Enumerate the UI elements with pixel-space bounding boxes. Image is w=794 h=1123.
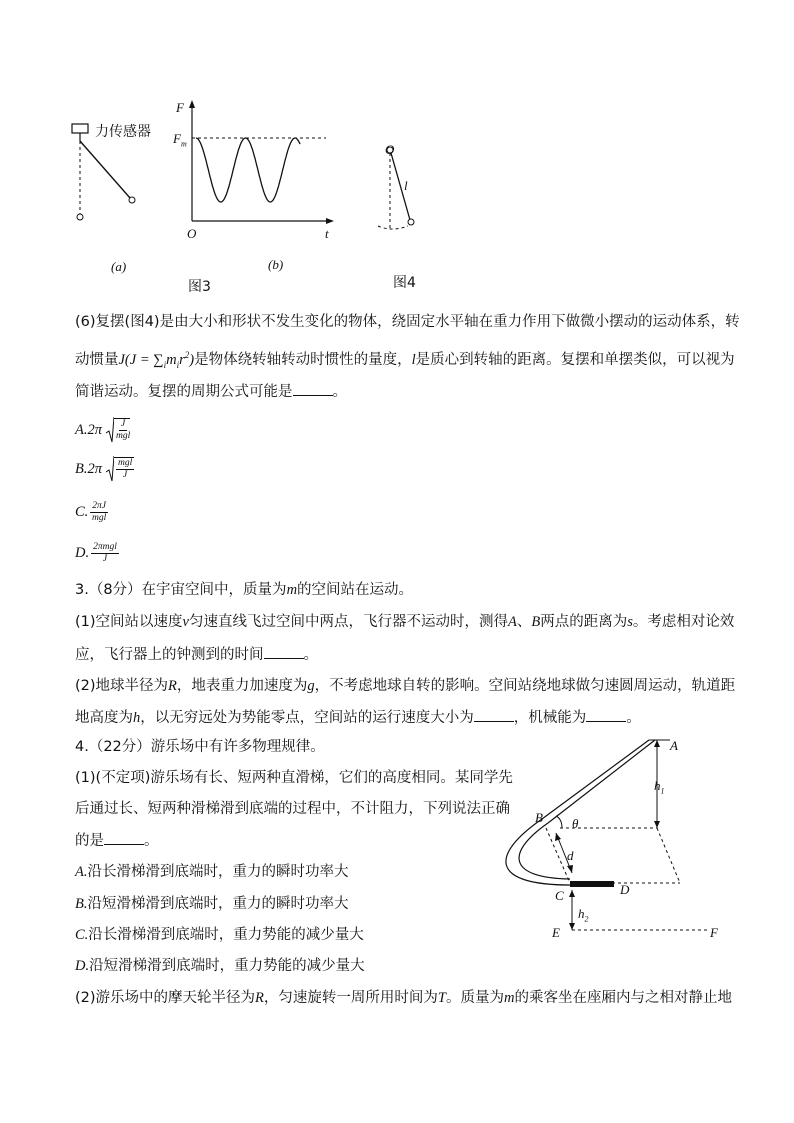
q6-option-c[interactable]: C. $\frac{2\pi J}{\text{mgl}}$	[75, 500, 107, 523]
q4-part2-line1: (2)游乐场中的摩天轮半径为R，匀速旋转一周所用时间为T。质量为m的乘客坐在座厢内与之相对静止地	[75, 990, 732, 1006]
answer-blank[interactable]	[474, 707, 514, 722]
pendulum-string	[80, 141, 130, 198]
axis-label-t: t	[325, 226, 329, 241]
label-f: F	[710, 925, 718, 940]
label-d: d	[567, 848, 574, 863]
figure-4	[370, 140, 430, 240]
q4-stem: 4.（22分）游乐场中有许多物理规律。	[75, 739, 325, 755]
label-e: E	[552, 925, 560, 940]
q3-stem: 3.（8分）在宇宙空间中，质量为m的空间站在运动。	[75, 582, 414, 598]
q3-part1-line2: 应，飞行器上的钟测到的时间 。	[75, 644, 318, 665]
force-oscillation-curve	[196, 138, 300, 202]
slide-rail-outer	[548, 740, 655, 823]
answer-blank[interactable]	[104, 830, 144, 845]
answer-blank[interactable]	[586, 707, 626, 722]
bob-rest	[77, 214, 83, 220]
landing-pad	[570, 881, 614, 887]
label-c: C	[555, 888, 564, 903]
q6-line-2: 动惯量$J(J = \sum_im_ir^2)$是物体绕转轴转动时惯性的量度，l是质心到转轴的距离。复摆和单摆类似，可以视为	[75, 350, 735, 370]
q4-part1-line2: 后通过长、短两种滑梯滑到底端的过程中，不计阻力，下列说法正确	[75, 801, 510, 817]
q6-line-3: 简谐运动。复摆的周期公式可能是 。	[75, 381, 347, 402]
theta-arc	[556, 816, 562, 828]
bob-displaced	[129, 197, 135, 203]
q3-part2-line1: (2)地球半径为R，地表重力加速度为g，不考虑地球自转的影响。空间站绕地球做匀速圆周运动，轨道距	[75, 678, 736, 694]
axis-label-f: F	[176, 100, 184, 115]
q3-part2-line2: 地高度为h，以无穷远处为势能零点，空间站的运行速度大小为 ，机械能为 。	[75, 707, 641, 728]
label-a: A	[670, 738, 678, 753]
answer-blank[interactable]	[264, 644, 304, 659]
q4-part1-line1: (1)(不定项)游乐场有长、短两种直滑梯，它们的高度相同。某同学先	[75, 770, 513, 786]
q6-line-1: (6)复摆(图4)是由大小和形状不发生变化的物体，绕固定水平轴在重力作用下做微小摆动的运动体系，转	[75, 314, 740, 330]
answer-blank[interactable]	[293, 381, 333, 396]
q6-option-b[interactable]: B. 2π $\frac{\text{mgl}}{J}$	[75, 458, 133, 480]
q4-option-a[interactable]: A.沿长滑梯滑到底端时，重力的瞬时功率大	[75, 864, 349, 880]
q6-option-d[interactable]: D. $\frac{\text{2πmgl}}{J}$	[75, 541, 117, 564]
q4-part1-line3: 的是 。	[75, 830, 159, 851]
label-theta: θ	[572, 816, 579, 831]
label-d-point: D	[620, 882, 630, 897]
figure-4-title: 图4	[393, 275, 416, 291]
fig3a-caption: (a)	[111, 259, 127, 274]
q4-option-d[interactable]: D.沿短滑梯滑到底端时，重力势能的减少量大	[75, 958, 365, 974]
sqrt-symbol: $\frac{J}{\text{mgl}}$	[106, 417, 130, 443]
slide-diagram	[470, 735, 740, 945]
figure-3-title: 图3	[188, 279, 211, 295]
compound-pendulum-diagram	[370, 140, 430, 240]
length-label: l	[404, 178, 408, 193]
q3-part1-line1: (1)空间站以速度v匀速直线飞过空间中两点，飞行器不运动时，测得A、B两点的距离为s。考虑相对论效	[75, 614, 735, 630]
label-h2: $h_2$	[578, 906, 589, 924]
loop-inner	[519, 823, 570, 879]
force-sensor-box	[72, 124, 88, 133]
fig3b-caption: (b)	[268, 257, 284, 272]
q4-option-b[interactable]: B.沿短滑梯滑到底端时，重力的瞬时功率大	[75, 896, 349, 912]
label-b: B	[535, 810, 543, 825]
q6-option-a[interactable]: A. 2π $\frac{J}{\text{mgl}}$	[75, 419, 131, 441]
q4-option-c[interactable]: C.沿长滑梯滑到底端时，重力势能的减少量大	[75, 927, 364, 943]
sensor-label: 力传感器	[95, 124, 151, 140]
pivot-label: O	[385, 142, 395, 157]
center-of-mass	[408, 219, 414, 225]
swing-arc	[378, 226, 408, 229]
axis-label-fm: $F_m$	[173, 131, 187, 149]
label-h1: $h_1$	[654, 778, 665, 796]
slide-figure	[470, 735, 740, 945]
moment-of-inertia-formula: $J(J = \sum_im_ir^2)$	[118, 350, 195, 370]
sqrt-symbol: $\frac{\text{mgl}}{J}$	[106, 456, 134, 482]
origin-label: O	[187, 226, 197, 241]
slide-rail-inner	[542, 740, 649, 819]
